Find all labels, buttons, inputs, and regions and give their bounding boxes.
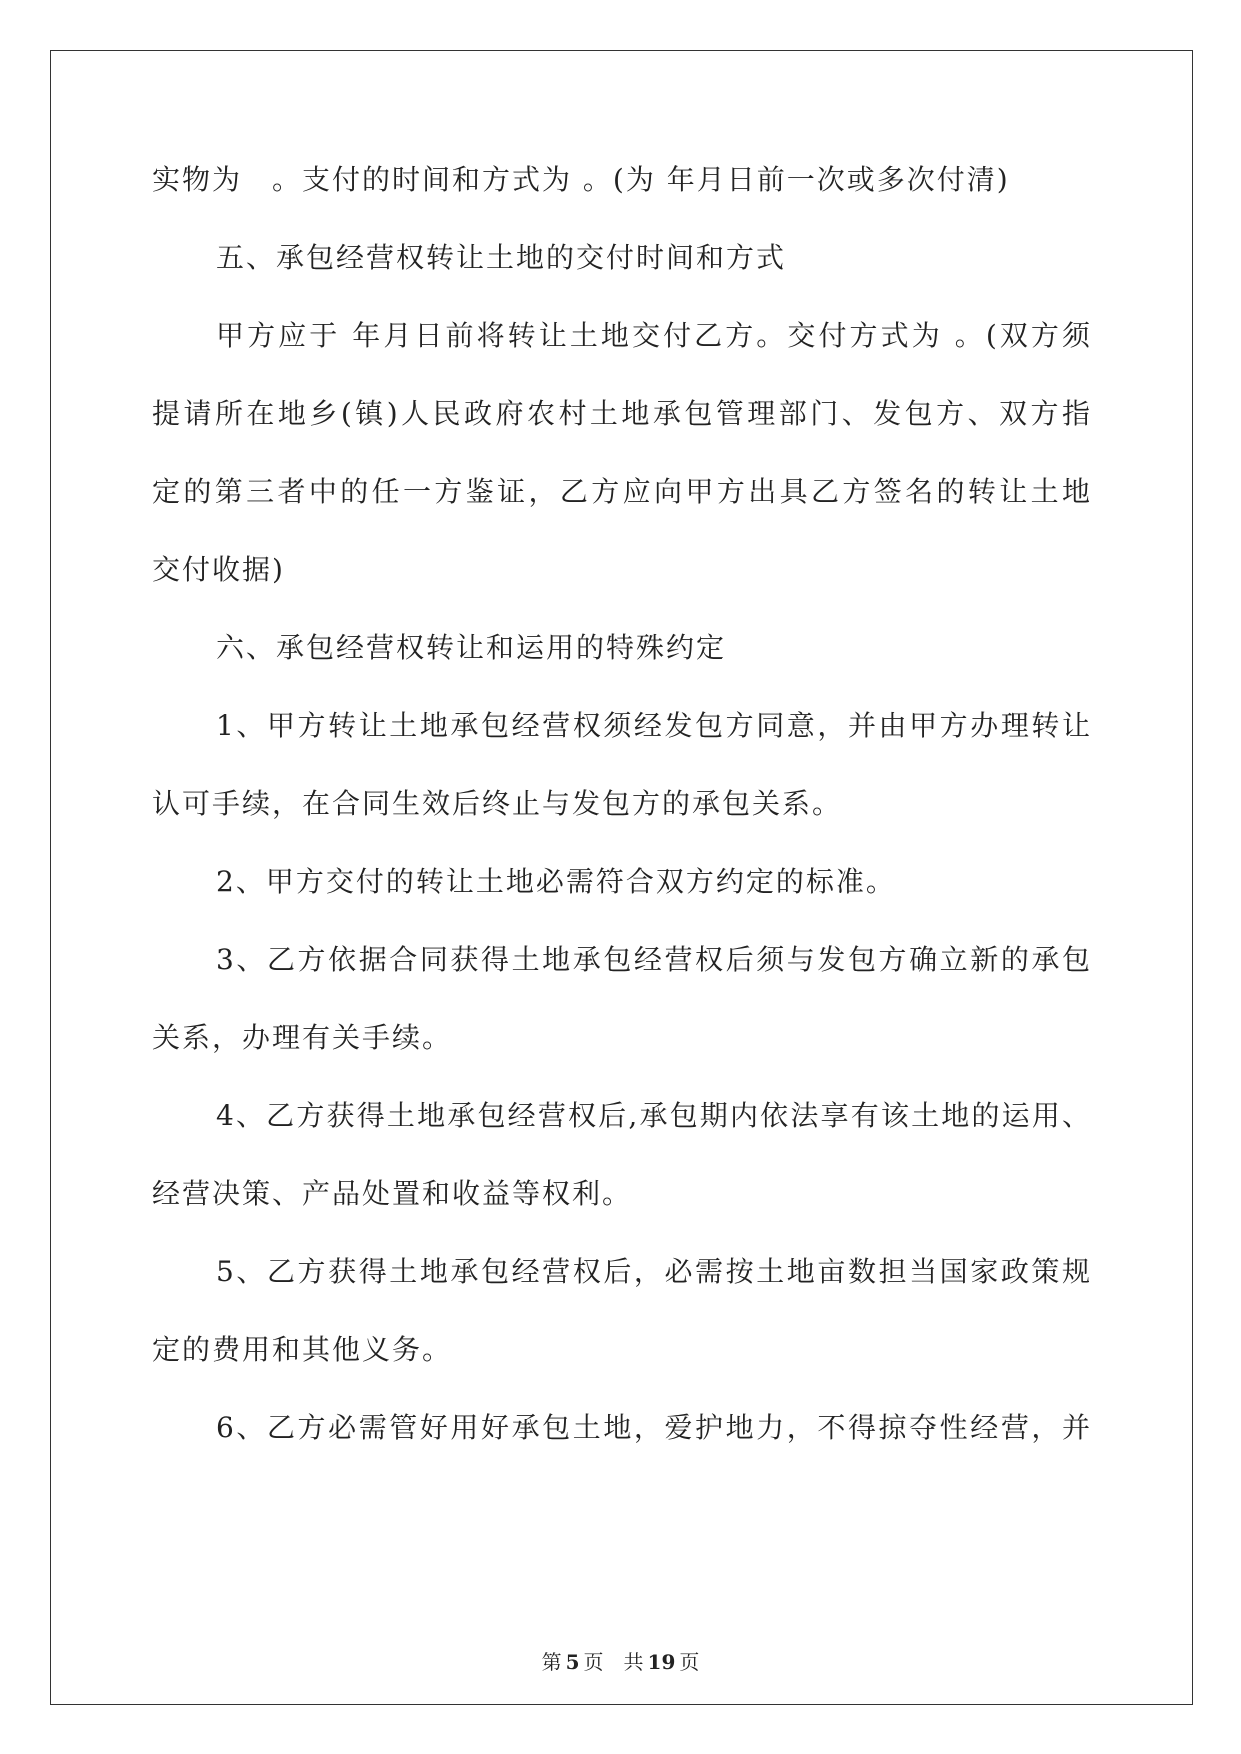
text-line: 认可手续，在合同生效后终止与发包方的承包关系。 xyxy=(152,787,843,820)
text-line: 经营决策、产品处置和收益等权利。 xyxy=(152,1177,633,1210)
text-line: 交付收据) xyxy=(152,553,285,586)
text-line: 3、乙方依据合同获得土地承包经营权后须与发包方确立新的承包 xyxy=(216,943,1090,976)
text-line: 5、乙方获得土地承包经营权后，必需按土地亩数担当国家政策规 xyxy=(216,1255,1090,1288)
text-line: 4、乙方获得土地承包经营权后,承包期内依法享有该土地的运用、 xyxy=(216,1099,1090,1132)
text-line: 关系，办理有关手续。 xyxy=(152,1021,453,1054)
page-footer xyxy=(0,1650,1241,1674)
text-line: 六、承包经营权转让和运用的特殊约定 xyxy=(216,631,727,664)
text-line: 实物为 。支付的时间和方式为 。(为 年月日前一次或多次付清) xyxy=(152,163,1010,196)
page-number: 5 xyxy=(565,1650,580,1674)
text-line: 2、甲方交付的转让土地必需符合双方约定的标准。 xyxy=(216,865,896,898)
total-pages-suffix: 页 xyxy=(679,1650,700,1674)
text-line: 提请所在地乡(镇)人民政府农村土地承包管理部门、发包方、双方指 xyxy=(152,397,1090,430)
text-line: 甲方应于 年月日前将转让土地交付乙方。交付方式为 。(双方须 xyxy=(216,319,1090,352)
document-body xyxy=(152,164,1090,1490)
text-line: 6、乙方必需管好用好承包土地，爱护地力，不得掠夺性经营，并 xyxy=(216,1411,1090,1444)
page-number-suffix: 页 xyxy=(583,1650,604,1674)
text-line: 1、甲方转让土地承包经营权须经发包方同意，并由甲方办理转让 xyxy=(216,709,1090,742)
total-pages-prefix: 共 xyxy=(623,1650,644,1674)
total-pages: 19 xyxy=(647,1650,676,1674)
page-number-prefix: 第 xyxy=(541,1650,562,1674)
text-line: 定的第三者中的任一方鉴证，乙方应向甲方出具乙方签名的转让土地 xyxy=(152,475,1090,508)
text-line: 五、承包经营权转让土地的交付时间和方式 xyxy=(216,241,787,274)
text-line: 定的费用和其他义务。 xyxy=(152,1333,453,1366)
